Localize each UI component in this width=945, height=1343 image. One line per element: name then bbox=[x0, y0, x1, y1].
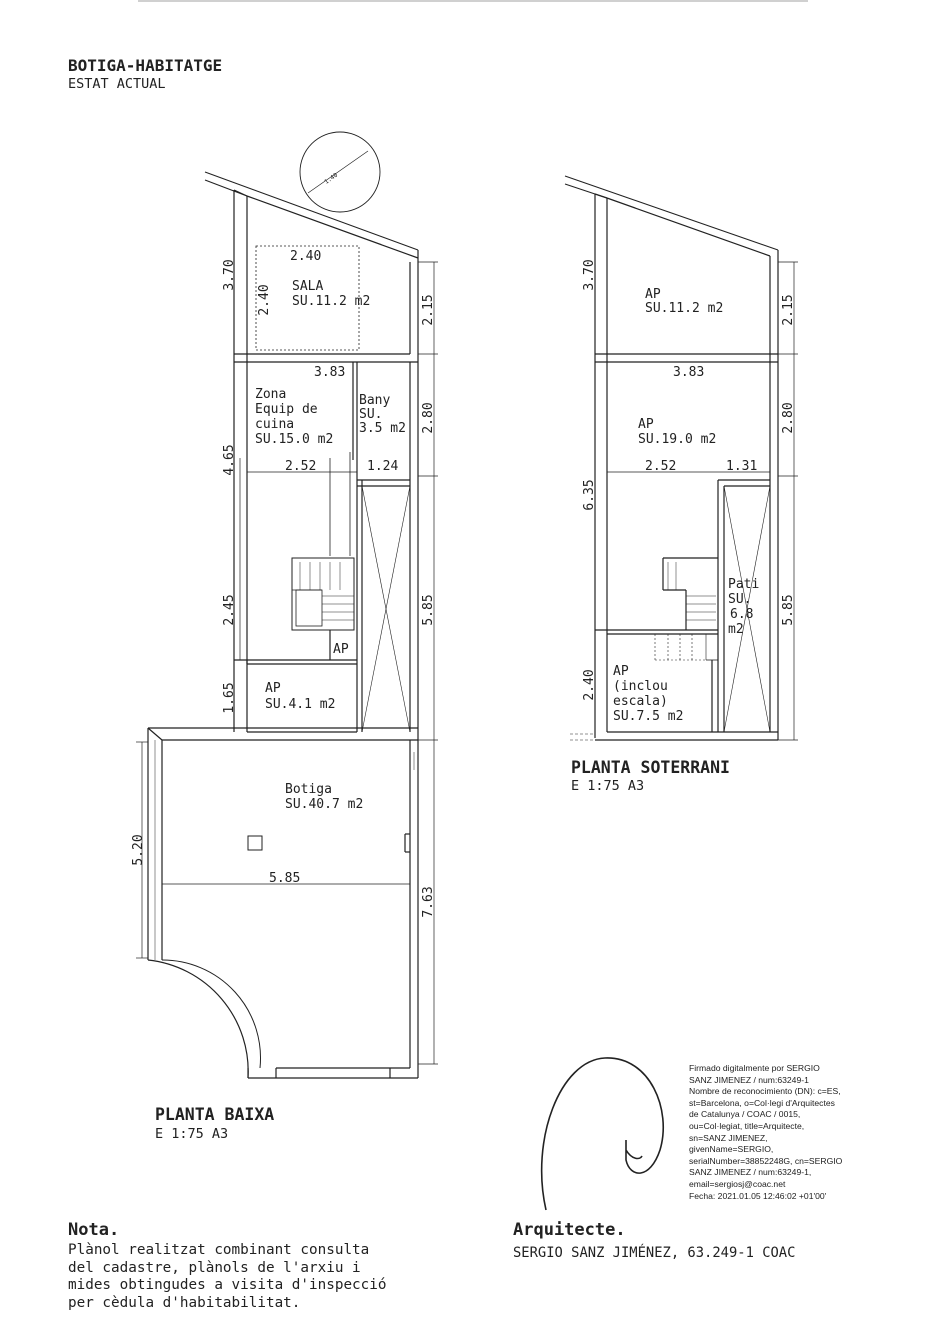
digital-signature-line: de Catalunya / COAC / 0015, bbox=[689, 1109, 801, 1120]
dim-botiga-width: 5.85 bbox=[269, 871, 301, 886]
room-ap3-line3: escala) bbox=[613, 694, 668, 709]
room-pati-line4: m2 bbox=[728, 622, 744, 637]
dim-sala-height: 2.40 bbox=[257, 284, 272, 316]
dim-sot-cut-252: 2.52 bbox=[645, 459, 677, 474]
room-ap2-name: AP bbox=[638, 417, 654, 432]
room-pati-line1: Pati bbox=[728, 577, 760, 592]
arquitecte-name: SERGIO SANZ JIMÉNEZ, 63.249-1 COAC bbox=[513, 1245, 796, 1261]
dim-cuina-width: 3.83 bbox=[314, 365, 346, 380]
planta-baixa-title: PLANTA BAIXA bbox=[155, 1105, 275, 1124]
room-pati-line2: SU. bbox=[728, 592, 752, 607]
dim-sot-635: 6.35 bbox=[582, 479, 597, 511]
planta-soterrani-dimension-lines bbox=[778, 262, 798, 740]
room-cuina-line3: cuina bbox=[255, 417, 295, 432]
room-ap1-name: AP bbox=[645, 287, 661, 302]
room-ap3-line2: (inclou bbox=[613, 679, 668, 694]
digital-signature-line: Fecha: 2021.01.05 12:46:02 +01'00' bbox=[689, 1190, 827, 1201]
room-sala-area: SU.11.2 m2 bbox=[292, 294, 371, 309]
dim-sot-131: 1.31 bbox=[726, 459, 758, 474]
dim-right-280: 2.80 bbox=[421, 402, 436, 434]
dim-sot-215: 2.15 bbox=[781, 294, 796, 326]
arquitecte-heading: Arquitecte. bbox=[513, 1220, 626, 1240]
dim-door-width: 1.40 bbox=[323, 171, 340, 186]
digital-signature-line: st=Barcelona, o=Col·legi d'Arquitectes bbox=[689, 1097, 835, 1108]
room-bany-area: 3.5 m2 bbox=[359, 421, 406, 436]
room-cuina-area: SU.15.0 m2 bbox=[255, 432, 334, 447]
dim-sot-280: 2.80 bbox=[781, 402, 796, 434]
planta-soterrani-title: PLANTA SOTERRANI bbox=[571, 758, 730, 777]
dim-sot-370: 3.70 bbox=[582, 259, 597, 291]
dim-sot-240: 2.40 bbox=[582, 669, 597, 701]
dim-left-465: 4.65 bbox=[222, 444, 237, 476]
room-botiga-name: Botiga bbox=[285, 782, 332, 797]
dim-botiga-depth: 7.63 bbox=[421, 886, 436, 918]
digital-signature-line: givenName=SERGIO, bbox=[689, 1144, 774, 1155]
dim-sot-585: 5.85 bbox=[781, 594, 796, 626]
dim-sot-width-383: 3.83 bbox=[673, 365, 705, 380]
nota-line: mides obtingudes a visita d'inspecció bbox=[68, 1277, 387, 1293]
nota-line: del cadastre, plànols de l'arxiu i bbox=[68, 1259, 361, 1276]
drawing-subtitle: ESTAT ACTUAL bbox=[68, 76, 166, 92]
dim-left-245: 2.45 bbox=[222, 594, 237, 626]
dim-bany-width: 1.24 bbox=[367, 459, 399, 474]
room-ap3-line1: AP bbox=[613, 664, 629, 679]
nota-line: Plànol realitzat combinant consulta bbox=[68, 1242, 370, 1258]
digital-signature-block bbox=[689, 1063, 889, 1202]
room-bany-line2: SU. bbox=[359, 407, 383, 422]
digital-signature-line: SANZ JIMENEZ / num:63249-1 bbox=[689, 1074, 809, 1085]
digital-signature-line: serialNumber=38852248G, cn=SERGIO bbox=[689, 1155, 843, 1166]
digital-signature-line: SANZ JIMENEZ / num:63249-1, bbox=[689, 1167, 812, 1178]
room-ap3-area: SU.7.5 m2 bbox=[613, 709, 684, 724]
planta-soterrani-scale: E 1:75 A3 bbox=[571, 778, 645, 794]
room-ap-small-name: AP bbox=[265, 681, 281, 696]
planta-baixa-walls bbox=[148, 172, 418, 1078]
planta-baixa-dimension-lines bbox=[136, 190, 438, 1064]
planta-baixa-scale: E 1:75 A3 bbox=[155, 1126, 229, 1142]
room-cuina-line1: Zona bbox=[255, 387, 287, 402]
dim-cuina-cut: 2.52 bbox=[285, 459, 317, 474]
drawing-title: BOTIGA-HABITATGE bbox=[68, 56, 223, 75]
handwritten-signature bbox=[542, 1058, 664, 1210]
entry-door-swing bbox=[300, 132, 380, 212]
digital-signature-line: sn=SANZ JIMENEZ, bbox=[689, 1132, 768, 1143]
dim-right-215: 2.15 bbox=[421, 294, 436, 326]
room-bany-line1: Bany bbox=[359, 393, 391, 408]
nota-line: per cèdula d'habitabilitat. bbox=[68, 1294, 301, 1311]
dim-left-165: 1.65 bbox=[222, 682, 237, 714]
dim-botiga-height: 5.20 bbox=[131, 834, 146, 866]
digital-signature-line: Nombre de reconocimiento (DN): c=ES, bbox=[689, 1086, 841, 1097]
dim-right-585: 5.85 bbox=[421, 594, 436, 626]
nota-heading: Nota. bbox=[68, 1220, 120, 1240]
room-ap-small-area: SU.4.1 m2 bbox=[265, 697, 336, 712]
room-cuina-line2: Equip de bbox=[255, 402, 318, 417]
nota-text bbox=[68, 1242, 386, 1312]
room-ap1-area: SU.11.2 m2 bbox=[645, 301, 724, 316]
digital-signature-line: ou=Col·legiat, title=Arquitecte, bbox=[689, 1120, 805, 1131]
dim-left-370: 3.70 bbox=[222, 259, 237, 291]
room-botiga-area: SU.40.7 m2 bbox=[285, 797, 364, 812]
digital-signature-line: email=sergiosj@coac.net bbox=[689, 1178, 786, 1189]
room-ap-stair: AP bbox=[333, 642, 349, 657]
planta-soterrani-labels bbox=[613, 287, 759, 724]
room-pati-line3: 6.8 bbox=[730, 607, 754, 622]
room-ap2-area: SU.19.0 m2 bbox=[638, 432, 717, 447]
dim-sala-width: 2.40 bbox=[290, 249, 322, 264]
planta-baixa-dimension-texts bbox=[131, 172, 436, 918]
room-sala-name: SALA bbox=[292, 279, 324, 294]
digital-signature-line: Firmado digitalmente por SERGIO bbox=[689, 1063, 820, 1073]
